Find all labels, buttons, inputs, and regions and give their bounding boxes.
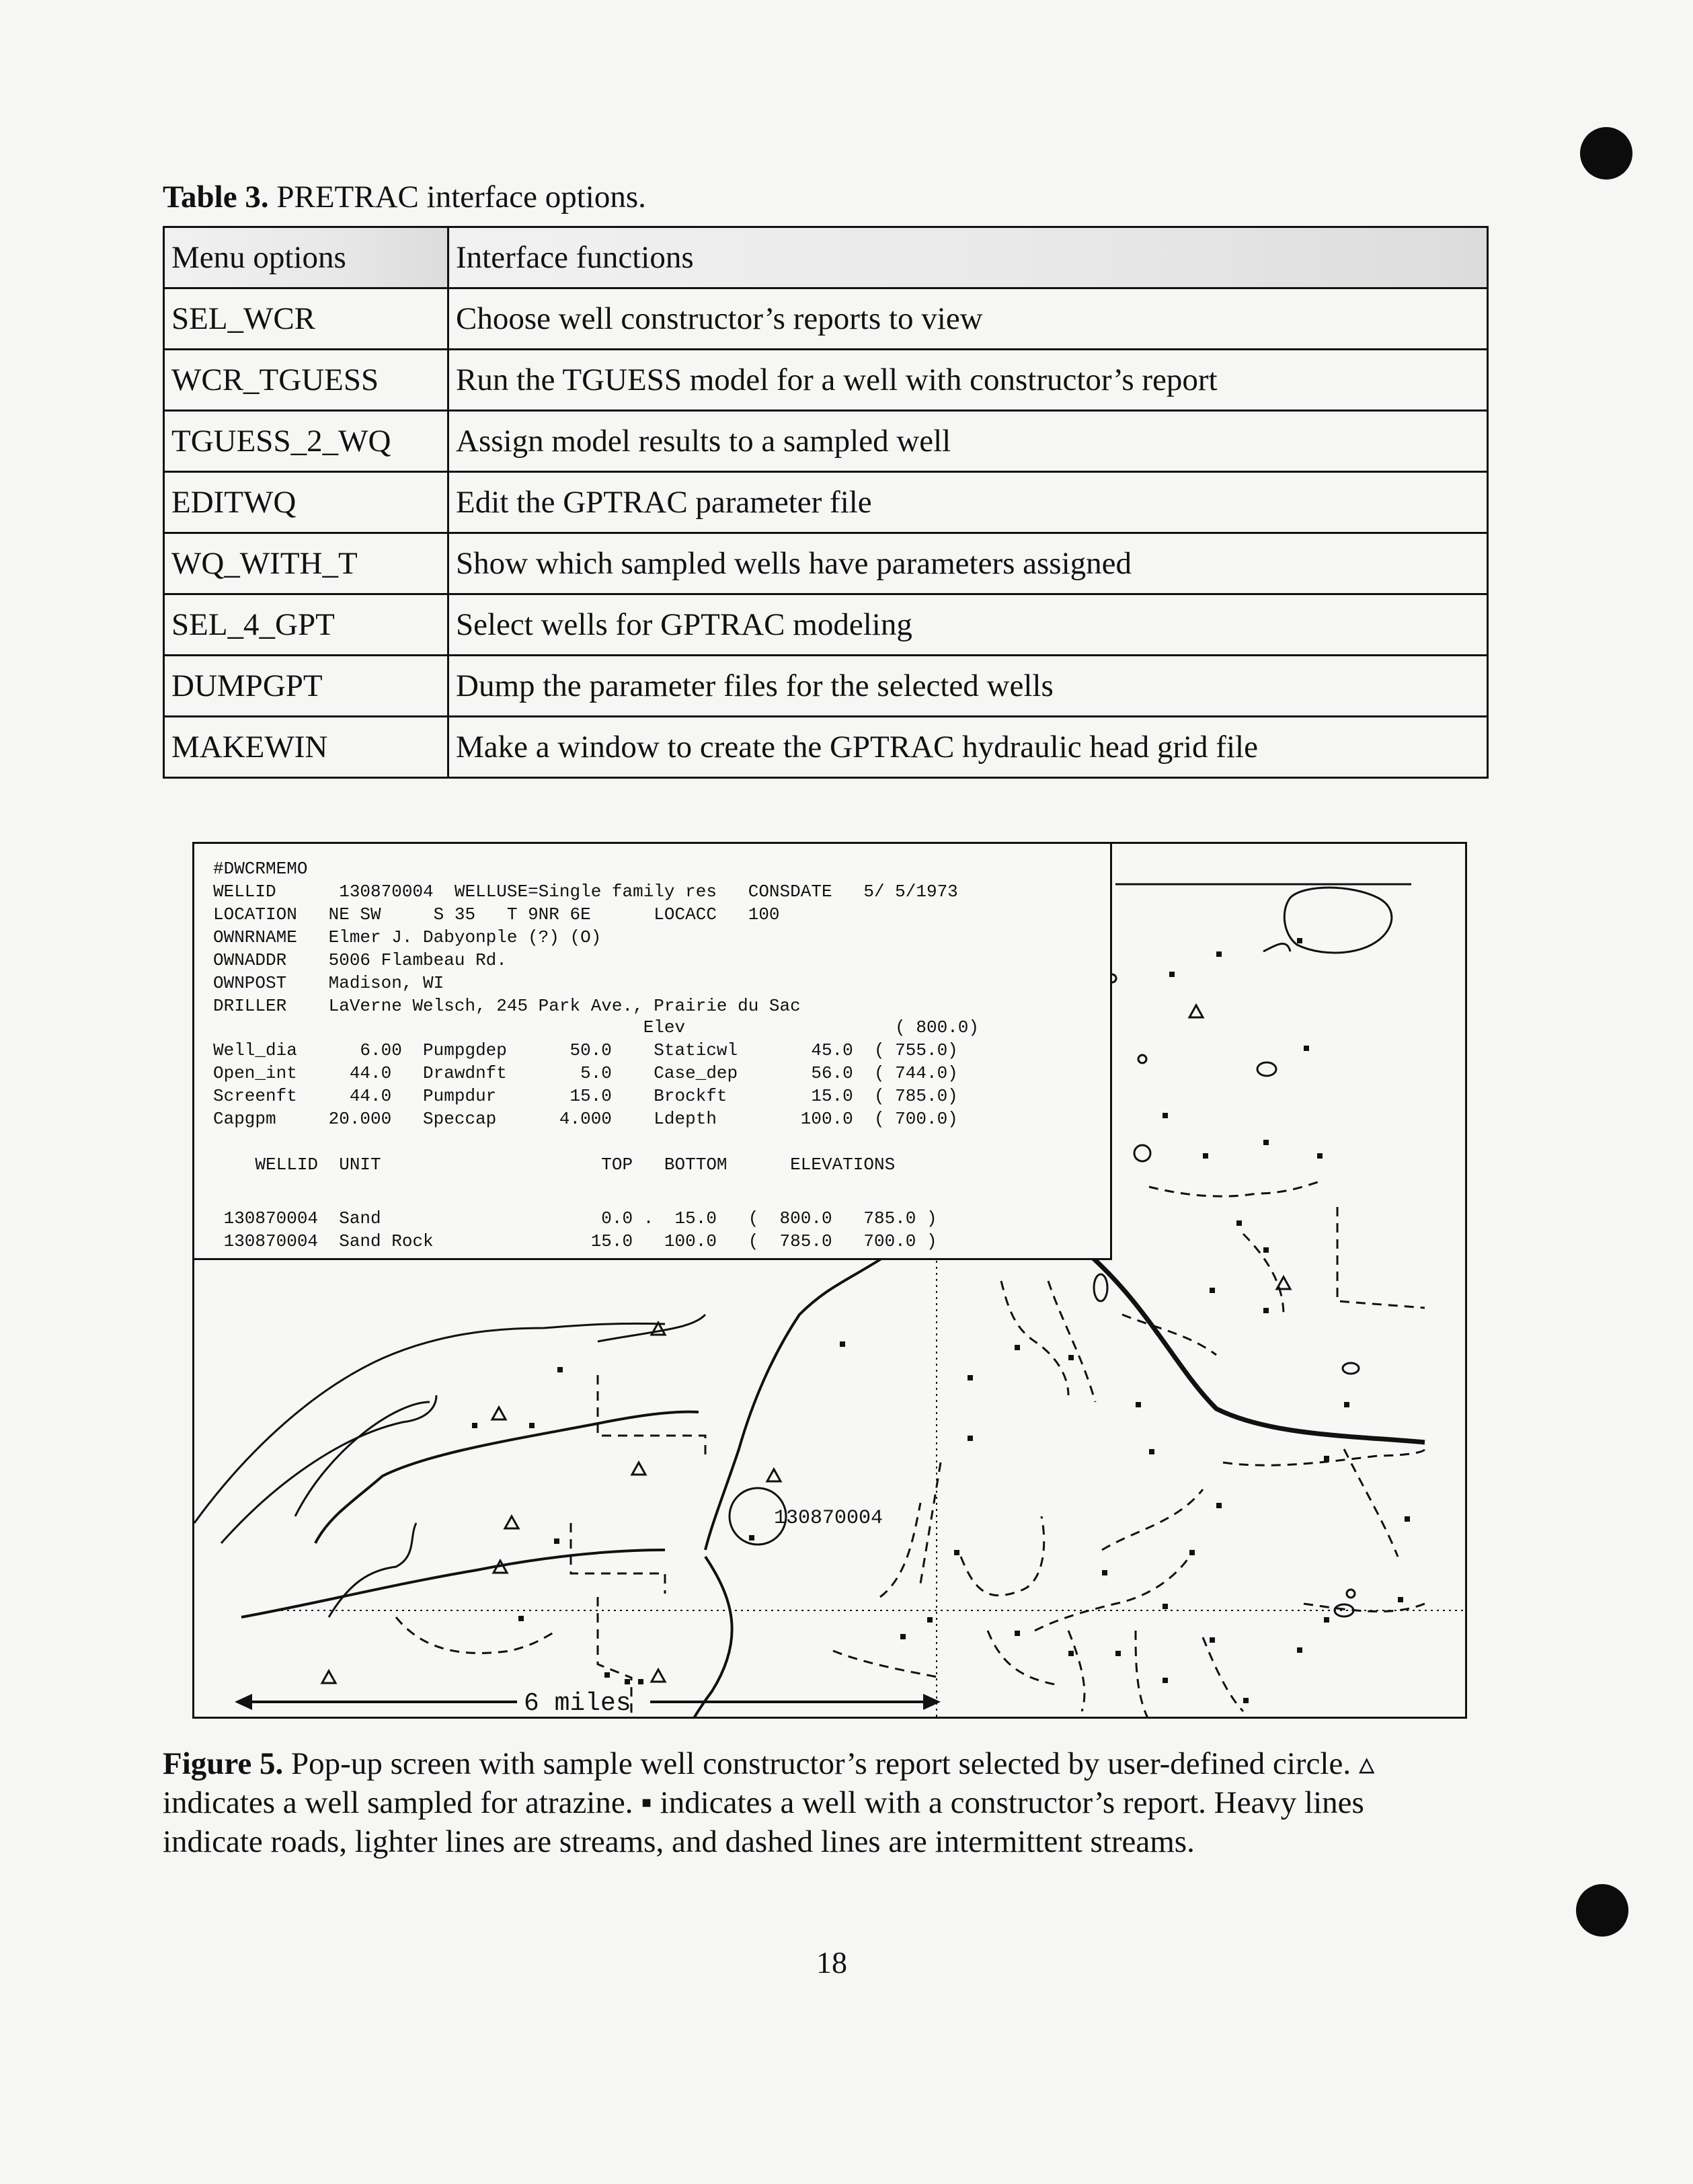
header-menu-options: Menu options <box>164 227 448 288</box>
table-caption-text: PRETRAC interface options. <box>276 180 646 214</box>
constructor-report-well-marker <box>1297 1647 1302 1653</box>
intermittent-stream <box>396 1617 557 1653</box>
punch-hole-top <box>1580 127 1632 180</box>
constructor-report-well-marker <box>1163 1604 1168 1609</box>
menu-option: MAKEWIN <box>164 717 448 778</box>
interface-function: Assign model results to a sampled well <box>448 411 1488 472</box>
constructor-report-well-marker <box>638 1679 643 1684</box>
table-row <box>164 411 1488 472</box>
report-owner-post: OWNPOST Madison, WI <box>213 973 444 993</box>
constructor-report-well-marker <box>1263 1247 1269 1253</box>
constructor-report-well-marker <box>625 1679 630 1684</box>
figure-caption <box>163 1744 1440 1861</box>
stream-line <box>329 1523 416 1617</box>
constructor-report-well-marker <box>1189 1550 1195 1555</box>
intermittent-stream <box>1035 1557 1189 1631</box>
report-unit-row: 130870004 Sand 0.0 . 15.0 ( 800.0 785.0 ) <box>213 1208 937 1228</box>
table-row <box>164 472 1488 533</box>
constructor-report-well-marker <box>1210 1288 1215 1293</box>
figure-caption-text2: indicates a well sampled for atrazine. <box>163 1785 633 1820</box>
atrazine-well-marker <box>505 1516 518 1528</box>
report-location: LOCATION NE SW S 35 T 9NR 6E LOCACC 100 <box>213 904 780 925</box>
intermittent-stream <box>988 1631 1055 1684</box>
constructor-report-well-marker <box>554 1538 559 1544</box>
constructor-report-well-marker <box>927 1617 933 1623</box>
lake-shape <box>1094 1274 1107 1301</box>
figure-5-screen <box>192 842 1467 1719</box>
constructor-report-well-marker <box>900 1634 906 1639</box>
intermittent-stream <box>1243 1234 1284 1315</box>
lake-shape <box>1335 1604 1353 1616</box>
constructor-report-well-marker <box>1216 1503 1222 1508</box>
scale-arrowhead-right <box>923 1694 941 1710</box>
constructor-report-well-marker <box>1015 1631 1020 1636</box>
constructor-report-well-marker <box>1169 972 1175 977</box>
report-unit-header: WELLID UNIT TOP BOTTOM ELEVATIONS <box>213 1155 896 1175</box>
table-row <box>164 656 1488 717</box>
map-feature-circle <box>1347 1590 1355 1598</box>
table-row <box>164 594 1488 656</box>
table-row <box>164 288 1488 350</box>
constructor-report-well-marker <box>518 1616 524 1621</box>
menu-option: DUMPGPT <box>164 656 448 717</box>
report-driller: DRILLER LaVerne Welsch, 245 Park Ave., Prairie du Sac <box>213 996 801 1016</box>
constructor-report-well-marker <box>1149 1449 1154 1454</box>
figure-caption-text3: indicates a well with a constructor’s report. Heavy lines indicate roads, lighter lines are streams, and dashed lines are intermittent streams. <box>163 1785 1364 1859</box>
lake-shape <box>1257 1062 1276 1076</box>
stream-line <box>598 1315 705 1341</box>
constructor-report-well-marker <box>954 1550 959 1555</box>
table-row <box>164 350 1488 411</box>
intermittent-stream <box>1203 1637 1243 1711</box>
constructor-report-well-marker <box>529 1423 535 1428</box>
map-feature-circle <box>1138 1055 1146 1063</box>
intermittent-stream <box>1344 1449 1398 1557</box>
intermittent-stream <box>920 1462 941 1584</box>
intermittent-stream <box>1048 1281 1095 1402</box>
table-caption-label: Table 3. <box>163 180 269 214</box>
header-interface-functions: Interface functions <box>448 227 1488 288</box>
report-header: #DWCRMEMO <box>213 859 308 879</box>
constructor-report-well-marker <box>1163 1678 1168 1683</box>
well-report-popup <box>194 844 1112 1260</box>
interface-function: Dump the parameter files for the selected wells <box>448 656 1488 717</box>
table-caption <box>163 179 646 215</box>
report-capgpm: Capgpm 20.000 Speccap 4.000 Ldepth 100.0 ( 700.0) <box>213 1109 958 1129</box>
constructor-report-well-marker <box>1163 1113 1168 1118</box>
table-header-row <box>164 227 1488 288</box>
intermittent-stream <box>1149 1180 1324 1196</box>
intermittent-stream <box>1001 1281 1068 1395</box>
intermittent-stream <box>1102 1489 1203 1550</box>
atrazine-well-marker <box>1189 1005 1203 1017</box>
figure-caption-label: Figure 5. <box>163 1746 284 1781</box>
intermittent-stream <box>880 1503 920 1597</box>
interface-function: Run the TGUESS model for a well with constructor’s report <box>448 350 1488 411</box>
intermittent-stream <box>1337 1207 1425 1308</box>
constructor-report-well-marker <box>1317 1153 1323 1159</box>
constructor-report-well-marker <box>1243 1698 1249 1703</box>
map-feature-circle <box>1134 1145 1150 1161</box>
constructor-report-well-marker <box>1263 1308 1269 1313</box>
lake-shape <box>295 1402 430 1516</box>
punch-hole-bottom <box>1576 1884 1628 1937</box>
menu-option: SEL_WCR <box>164 288 448 350</box>
constructor-report-well-marker <box>968 1436 973 1441</box>
constructor-report-well-marker <box>1324 1456 1329 1461</box>
constructor-report-well-marker <box>1304 1046 1309 1051</box>
lake-shape <box>1263 943 1290 951</box>
constructor-report-well-marker <box>1344 1402 1349 1407</box>
constructor-report-well-marker <box>1263 1140 1269 1145</box>
atrazine-well-marker <box>492 1407 506 1419</box>
figure-caption-text1: Pop-up screen with sample well constructor’s report selected by user-defined circle. <box>291 1746 1351 1781</box>
constructor-report-well-marker <box>1068 1355 1074 1360</box>
options-table <box>163 226 1489 779</box>
constructor-report-well-marker <box>1236 1220 1242 1226</box>
scale-label: 6 miles <box>524 1689 631 1717</box>
intermittent-stream <box>571 1523 665 1594</box>
atrazine-well-marker <box>767 1469 781 1481</box>
interface-function: Choose well constructor’s reports to view <box>448 288 1488 350</box>
constructor-report-well-marker <box>1102 1570 1107 1575</box>
menu-option: EDITWQ <box>164 472 448 533</box>
table-row <box>164 717 1488 778</box>
stream-line <box>221 1395 436 1543</box>
report-open-int: Open_int 44.0 Drawdnft 5.0 Case_dep 56.0 ( 744.0) <box>213 1063 958 1083</box>
constructor-report-well-marker <box>749 1535 754 1540</box>
lake-shape <box>1343 1363 1359 1374</box>
constructor-report-well-marker <box>1297 938 1302 943</box>
selected-well-label: 130870004 <box>774 1507 883 1530</box>
triangle-symbol: ▵ <box>1358 1746 1375 1781</box>
constructor-report-well-marker <box>1015 1345 1020 1350</box>
menu-option: SEL_4_GPT <box>164 594 448 656</box>
menu-option: WCR_TGUESS <box>164 350 448 411</box>
intermittent-stream <box>1068 1631 1085 1711</box>
table-row <box>164 533 1488 594</box>
scale-arrowhead-left <box>235 1694 252 1710</box>
constructor-report-well-marker <box>604 1672 610 1678</box>
report-elev: Elev ( 800.0) <box>213 1017 979 1038</box>
menu-option: TGUESS_2_WQ <box>164 411 448 472</box>
intermittent-stream <box>961 1516 1044 1596</box>
report-owner-address: OWNADDR 5006 Flambeau Rd. <box>213 950 507 970</box>
constructor-report-well-marker <box>1324 1617 1329 1623</box>
constructor-report-well-marker <box>1203 1153 1208 1159</box>
atrazine-well-marker <box>1277 1277 1290 1289</box>
interface-function: Make a window to create the GPTRAC hydraulic head grid file <box>448 717 1488 778</box>
road-line <box>241 1550 665 1617</box>
road-line <box>1089 1254 1425 1442</box>
constructor-report-well-marker <box>1398 1597 1403 1602</box>
report-owner-name: OWNRNAME Elmer J. Dabyonple (?) (O) <box>213 927 602 947</box>
constructor-report-well-marker <box>1405 1516 1410 1522</box>
constructor-report-well-marker <box>472 1423 477 1428</box>
constructor-report-well-marker <box>968 1375 973 1380</box>
interface-function: Show which sampled wells have parameters assigned <box>448 533 1488 594</box>
report-well-dia: Well_dia 6.00 Pumpgdep 50.0 Staticwl 45.0 ( 755.0) <box>213 1040 958 1060</box>
constructor-report-well-marker <box>1136 1402 1141 1407</box>
interface-function: Edit the GPTRAC parameter file <box>448 472 1488 533</box>
road-line <box>665 1557 732 1717</box>
report-screenft: Screenft 44.0 Pumpdur 15.0 Brockft 15.0 ( 785.0) <box>213 1086 958 1106</box>
report-wellid: WELLID 130870004 WELLUSE=Single family res CONSDATE 5/ 5/1973 <box>213 882 958 902</box>
constructor-report-well-marker <box>1068 1651 1074 1656</box>
constructor-report-well-marker <box>1210 1637 1215 1643</box>
constructor-report-well-marker <box>840 1341 845 1347</box>
intermittent-stream <box>1136 1631 1156 1717</box>
square-symbol: ▪ <box>641 1785 652 1820</box>
constructor-report-well-marker <box>1216 951 1222 957</box>
atrazine-well-marker <box>322 1671 336 1683</box>
atrazine-well-marker <box>652 1670 665 1682</box>
constructor-report-well-marker <box>557 1367 563 1372</box>
intermittent-stream <box>833 1651 941 1678</box>
report-unit-row: 130870004 Sand Rock 15.0 100.0 ( 785.0 700.0 ) <box>213 1231 937 1251</box>
atrazine-well-marker <box>632 1462 645 1475</box>
constructor-report-well-marker <box>1115 1651 1121 1656</box>
interface-function: Select wells for GPTRAC modeling <box>448 594 1488 656</box>
menu-option: WQ_WITH_T <box>164 533 448 594</box>
page-number: 18 <box>816 1945 847 1980</box>
